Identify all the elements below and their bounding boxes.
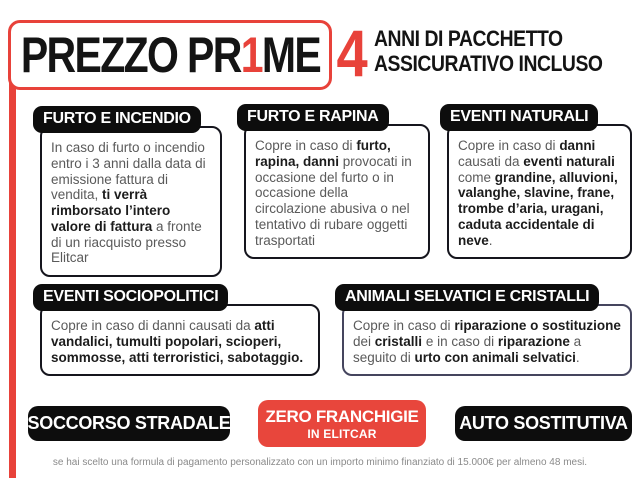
- big-number-4: 4: [336, 16, 368, 90]
- subtitle-line-2: ASSICURATIVO INCLUSO: [374, 51, 603, 76]
- card-animali-selvatici-e-cristalli: [335, 284, 632, 376]
- card-body-furto-e-rapina: Copre in caso di furto, rapina, danni provocati in occasione del furto o in occasione della circolazione abusiva o nel tentativo di rubare oggetti trasportati: [244, 124, 430, 259]
- footer-disclaimer: se hai scelto una formula di pagamento personalizzato con un importo minimo finanziato di 15.000€ per almeno 48 mesi.: [52, 457, 588, 468]
- page-title: PREZZO PR1ME: [20, 27, 320, 83]
- pill-zero-franchigie: [258, 400, 426, 447]
- card-body-animali-selvatici-e-cristalli: Copre in caso di riparazione o sostituzione dei cristalli e in caso di riparazione a seguito di urto con animali selvatici.: [342, 304, 632, 376]
- card-eventi-sociopolitici: [33, 284, 320, 376]
- card-title-furto-e-incendio: FURTO E INCENDIO: [33, 106, 201, 133]
- title-highlight-digit: 1: [240, 27, 262, 83]
- card-eventi-naturali: [440, 104, 632, 259]
- pill-zero-franchigie-line2: IN ELITCAR: [307, 426, 377, 441]
- card-body-furto-e-incendio: In caso di furto o incendio entro i 3 anni dalla data di emissione fattura di vendita, ti verrà rimborsato l’intero valore di fattura a fronte di un riacquisto presso Elitcar: [40, 126, 222, 277]
- card-title-animali-selvatici-e-cristalli: ANIMALI SELVATICI E CRISTALLI: [335, 284, 599, 311]
- pill-soccorso-stradale-label: SOCCORSO STRADALE: [27, 413, 231, 433]
- card-title-eventi-naturali: EVENTI NATURALI: [440, 104, 598, 131]
- header-subtitle: [374, 26, 603, 76]
- pill-auto-sostitutiva: [455, 406, 632, 441]
- card-furto-e-rapina: [237, 104, 430, 259]
- card-body-eventi-naturali: Copre in caso di danni causati da eventi naturali come grandine, alluvioni, valanghe, slavine, frane, trombe d’aria, uragani, caduta accidentale di neve.: [447, 124, 632, 259]
- left-red-accent-bar: [9, 72, 16, 478]
- subtitle-line-1: ANNI DI PACCHETTO: [374, 26, 563, 51]
- card-title-furto-e-rapina: FURTO E RAPINA: [237, 104, 389, 131]
- card-body-eventi-sociopolitici: Copre in caso di danni causati da atti vandalici, tumulti popolari, scioperi, sommosse, atti terroristici, sabotaggio.: [40, 304, 320, 376]
- title-box: [8, 20, 332, 90]
- card-furto-e-incendio: [33, 106, 222, 277]
- pill-soccorso-stradale: [28, 406, 230, 441]
- card-title-eventi-sociopolitici: EVENTI SOCIOPOLITICI: [33, 284, 228, 311]
- pill-zero-franchigie-line1: ZERO FRANCHIGIE: [265, 406, 419, 426]
- pill-auto-sostitutiva-label: AUTO SOSTITUTIVA: [459, 413, 628, 433]
